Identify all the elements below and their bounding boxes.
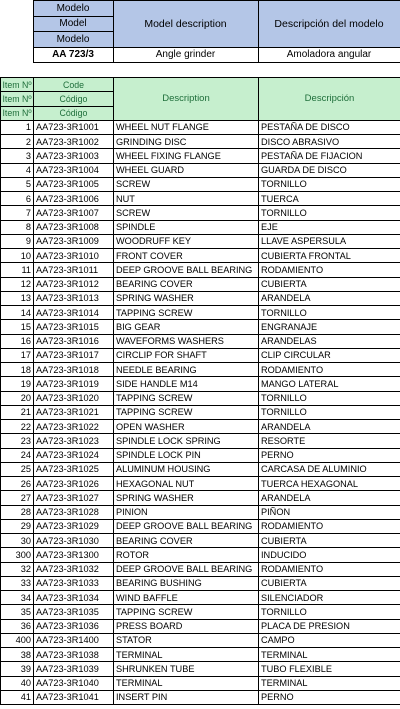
item-number-cell[interactable]: 7 [1, 206, 34, 220]
item-number-cell[interactable]: 26 [1, 477, 34, 491]
part-spanish-description-cell[interactable]: CLIP CIRCULAR [259, 348, 400, 362]
item-number-header[interactable]: Item Nº [1, 78, 34, 92]
part-spanish-description-cell[interactable]: TUERCA [259, 192, 400, 206]
part-spanish-description-cell[interactable]: RODAMIENTO [259, 263, 400, 277]
part-description-cell[interactable]: SIDE HANDLE M14 [114, 377, 259, 391]
part-description-cell[interactable]: SPINDLE LOCK SPRING [114, 434, 259, 448]
table-row [1, 149, 400, 163]
table-row [1, 206, 400, 220]
part-description-cell[interactable]: OPEN WASHER [114, 420, 259, 434]
table-row [1, 420, 400, 434]
part-description-cell[interactable]: BIG GEAR [114, 320, 259, 334]
part-description-cell[interactable]: TERMINAL [114, 648, 259, 662]
item-number-cell[interactable]: 29 [1, 519, 34, 533]
table-row [1, 619, 400, 633]
part-spanish-description-cell[interactable]: PERNO [259, 690, 400, 704]
part-spanish-description-cell[interactable]: ARANDELA [259, 291, 400, 305]
item-number-cell[interactable]: 27 [1, 491, 34, 505]
table-row [1, 363, 400, 377]
item-number-cell[interactable]: 10 [1, 249, 34, 263]
table-row [1, 648, 400, 662]
item-number-cell[interactable]: 20 [1, 391, 34, 405]
item-number-cell[interactable]: 40 [1, 676, 34, 690]
item-number-cell[interactable]: 34 [1, 591, 34, 605]
table-row [1, 662, 400, 676]
part-code-cell[interactable]: AA723-3R1400 [34, 633, 114, 647]
part-description-cell[interactable]: TERMINAL [114, 676, 259, 690]
part-description-cell[interactable]: INSERT PIN [114, 690, 259, 704]
part-code-cell[interactable]: AA723-3R1020 [34, 391, 114, 405]
table-row [1, 519, 400, 533]
part-code-cell[interactable]: AA723-3R1005 [34, 177, 114, 191]
part-description-cell[interactable]: ALUMINUM HOUSING [114, 462, 259, 476]
part-description-cell[interactable]: WHEEL NUT FLANGE [114, 120, 259, 134]
table-row [1, 177, 400, 191]
part-spanish-description-cell[interactable]: SILENCIADOR [259, 591, 400, 605]
item-number-cell[interactable]: 9 [1, 234, 34, 248]
table-row [1, 135, 400, 149]
part-spanish-description-cell[interactable]: PLACA DE PRESION [259, 619, 400, 633]
item-number-cell[interactable]: 5 [1, 177, 34, 191]
part-description-cell[interactable]: WHEEL GUARD [114, 163, 259, 177]
model-label-cell[interactable]: Modelo [33, 32, 113, 48]
table-row [1, 690, 400, 704]
part-spanish-description-cell[interactable]: ARANDELA [259, 491, 400, 505]
table-row [1, 534, 400, 548]
blank-cell [0, 16, 33, 32]
item-number-header[interactable]: Item Nº [1, 106, 34, 120]
item-number-cell[interactable]: 18 [1, 363, 34, 377]
part-spanish-description-cell[interactable]: PESTAÑA DE FIJACION [259, 149, 400, 163]
part-code-cell[interactable]: AA723-3R1035 [34, 605, 114, 619]
part-spanish-description-cell[interactable]: LLAVE ASPERSULA [259, 234, 400, 248]
part-code-cell[interactable]: AA723-3R1027 [34, 491, 114, 505]
part-description-cell[interactable]: SHRUNKEN TUBE [114, 662, 259, 676]
part-description-cell[interactable]: WAVEFORMS WASHERS [114, 334, 259, 348]
part-spanish-description-cell[interactable]: ENGRANAJE [259, 320, 400, 334]
part-spanish-description-cell[interactable]: TUBO FLEXIBLE [259, 662, 400, 676]
part-spanish-description-cell[interactable]: TERMINAL [259, 648, 400, 662]
item-number-cell[interactable]: 3 [1, 149, 34, 163]
part-code-cell[interactable]: AA723-3R1023 [34, 434, 114, 448]
item-number-cell[interactable]: 33 [1, 576, 34, 590]
part-spanish-description-cell[interactable]: CUBIERTA [259, 534, 400, 548]
table-row [1, 591, 400, 605]
part-description-cell[interactable]: WOODRUFF KEY [114, 234, 259, 248]
item-number-cell[interactable]: 32 [1, 562, 34, 576]
part-spanish-description-cell[interactable]: CUBIERTA [259, 576, 400, 590]
table-row [1, 405, 400, 419]
table-row [1, 306, 400, 320]
part-spanish-description-cell[interactable]: TERMINAL [259, 676, 400, 690]
part-code-cell[interactable]: AA723-3R1015 [34, 320, 114, 334]
part-description-cell[interactable]: WHEEL FIXING FLANGE [114, 149, 259, 163]
part-code-cell[interactable]: AA723-3R1002 [34, 135, 114, 149]
part-code-cell[interactable]: AA723-3R1018 [34, 363, 114, 377]
part-code-cell[interactable]: AA723-3R1017 [34, 348, 114, 362]
part-description-cell[interactable]: SPRING WASHER [114, 291, 259, 305]
part-code-cell[interactable]: AA723-3R1038 [34, 648, 114, 662]
part-spanish-description-cell[interactable]: PESTAÑA DE DISCO [259, 120, 400, 134]
part-code-cell[interactable]: AA723-3R1001 [34, 120, 114, 134]
model-info-table [0, 0, 400, 63]
table-row [1, 448, 400, 462]
part-description-cell[interactable]: DEEP GROOVE BALL BEARING [114, 562, 259, 576]
part-description-cell[interactable]: TAPPING SCREW [114, 405, 259, 419]
table-row [1, 120, 400, 134]
table-row [1, 505, 400, 519]
model-label-cell[interactable]: Modelo [33, 1, 113, 17]
part-spanish-description-cell[interactable]: TORNILLO [259, 391, 400, 405]
part-code-cell[interactable]: AA723-3R1006 [34, 192, 114, 206]
spanish-description-cell[interactable]: Amoladora angular [258, 47, 400, 63]
part-spanish-description-cell[interactable]: RODAMIENTO [259, 519, 400, 533]
table-row [1, 676, 400, 690]
item-number-cell[interactable]: 16 [1, 334, 34, 348]
item-number-cell[interactable]: 38 [1, 648, 34, 662]
part-description-cell[interactable]: TAPPING SCREW [114, 306, 259, 320]
part-description-cell[interactable]: STATOR [114, 633, 259, 647]
part-code-cell[interactable]: AA723-3R1012 [34, 277, 114, 291]
part-code-cell[interactable]: AA723-3R1030 [34, 534, 114, 548]
part-spanish-description-cell[interactable]: DISCO ABRASIVO [259, 135, 400, 149]
item-number-cell[interactable]: 13 [1, 291, 34, 305]
model-label-cell[interactable]: Model [33, 16, 113, 32]
part-spanish-description-cell[interactable]: ARANDELAS [259, 334, 400, 348]
item-number-cell[interactable]: 14 [1, 306, 34, 320]
part-description-cell[interactable]: BEARING BUSHING [114, 576, 259, 590]
item-number-cell[interactable]: 41 [1, 690, 34, 704]
part-code-cell[interactable]: AA723-3R1040 [34, 676, 114, 690]
part-code-cell[interactable]: AA723-3R1004 [34, 163, 114, 177]
part-code-cell[interactable]: AA723-3R1036 [34, 619, 114, 633]
part-code-cell[interactable]: AA723-3R1039 [34, 662, 114, 676]
part-code-cell[interactable]: AA723-3R1026 [34, 477, 114, 491]
table-row [1, 192, 400, 206]
table-row [1, 391, 400, 405]
item-number-cell[interactable]: 28 [1, 505, 34, 519]
part-description-cell[interactable]: SPINDLE [114, 220, 259, 234]
description-header[interactable]: Description [114, 78, 259, 121]
item-number-header[interactable]: Item Nº [1, 92, 34, 106]
part-description-cell[interactable]: NEEDLE BEARING [114, 363, 259, 377]
item-number-cell[interactable]: 19 [1, 377, 34, 391]
part-description-cell[interactable]: DEEP GROOVE BALL BEARING [114, 263, 259, 277]
table-row [1, 377, 400, 391]
part-spanish-description-cell[interactable]: PERNO [259, 448, 400, 462]
part-spanish-description-cell[interactable]: RODAMIENTO [259, 363, 400, 377]
blank-cell [0, 47, 33, 63]
part-description-cell[interactable]: FRONT COVER [114, 249, 259, 263]
part-code-cell[interactable]: AA723-3R1021 [34, 405, 114, 419]
item-number-cell[interactable]: 15 [1, 320, 34, 334]
part-description-cell[interactable]: SCREW [114, 206, 259, 220]
table-row [1, 576, 400, 590]
part-code-cell[interactable]: AA723-3R1029 [34, 519, 114, 533]
part-spanish-description-cell[interactable]: TUERCA HEXAGONAL [259, 477, 400, 491]
table-row [1, 605, 400, 619]
item-number-cell[interactable]: 39 [1, 662, 34, 676]
part-description-cell[interactable]: SPINDLE LOCK PIN [114, 448, 259, 462]
part-code-cell[interactable]: AA723-3R1025 [34, 462, 114, 476]
part-code-cell[interactable]: AA723-3R1003 [34, 149, 114, 163]
part-description-cell[interactable]: BEARING COVER [114, 534, 259, 548]
table-row [1, 291, 400, 305]
part-spanish-description-cell[interactable]: TORNILLO [259, 605, 400, 619]
part-spanish-description-cell[interactable]: RESORTE [259, 434, 400, 448]
model-description-header[interactable]: Model description [113, 1, 258, 48]
item-number-cell[interactable]: 8 [1, 220, 34, 234]
part-code-cell[interactable]: AA723-3R1014 [34, 306, 114, 320]
item-number-cell[interactable]: 22 [1, 420, 34, 434]
code-header[interactable]: Code [34, 78, 114, 92]
parts-table [0, 77, 400, 705]
item-number-cell[interactable]: 21 [1, 405, 34, 419]
part-description-cell[interactable]: SPRING WASHER [114, 491, 259, 505]
part-spanish-description-cell[interactable]: TORNILLO [259, 306, 400, 320]
table-row [1, 277, 400, 291]
item-number-cell[interactable]: 12 [1, 277, 34, 291]
part-code-cell[interactable]: AA723-3R1010 [34, 249, 114, 263]
table-row [1, 633, 400, 647]
code-header[interactable]: Código [34, 92, 114, 106]
table-row [1, 163, 400, 177]
part-code-cell[interactable]: AA723-3R1028 [34, 505, 114, 519]
item-number-cell[interactable]: 35 [1, 605, 34, 619]
part-code-cell[interactable]: AA723-3R1022 [34, 420, 114, 434]
part-description-cell[interactable]: GRINDING DISC [114, 135, 259, 149]
blank-cell [0, 32, 33, 48]
part-code-cell[interactable]: AA723-3R1032 [34, 562, 114, 576]
table-row [1, 562, 400, 576]
part-spanish-description-cell[interactable]: EJE [259, 220, 400, 234]
part-spanish-description-cell[interactable]: ARANDELA [259, 420, 400, 434]
parts-table-body [1, 120, 400, 704]
part-spanish-description-cell[interactable]: INDUCIDO [259, 548, 400, 562]
part-description-cell[interactable]: HEXAGONAL NUT [114, 477, 259, 491]
table-row [1, 434, 400, 448]
item-number-cell[interactable]: 11 [1, 263, 34, 277]
part-code-cell[interactable]: AA723-3R1034 [34, 591, 114, 605]
part-description-cell[interactable]: SCREW [114, 177, 259, 191]
part-code-cell[interactable]: AA723-3R1013 [34, 291, 114, 305]
blank-cell [0, 1, 33, 17]
part-spanish-description-cell[interactable]: CAMPO [259, 633, 400, 647]
part-spanish-description-cell[interactable]: TORNILLO [259, 177, 400, 191]
part-code-cell[interactable]: AA723-3R1024 [34, 448, 114, 462]
table-row [1, 320, 400, 334]
item-number-cell[interactable]: 25 [1, 462, 34, 476]
part-spanish-description-cell[interactable]: TORNILLO [259, 405, 400, 419]
part-spanish-description-cell[interactable]: MANGO LATERAL [259, 377, 400, 391]
part-description-cell[interactable]: TAPPING SCREW [114, 605, 259, 619]
part-spanish-description-cell[interactable]: TORNILLO [259, 206, 400, 220]
part-description-cell[interactable]: NUT [114, 192, 259, 206]
part-description-cell[interactable]: BEARING COVER [114, 277, 259, 291]
table-row [1, 348, 400, 362]
item-number-cell[interactable]: 6 [1, 192, 34, 206]
item-number-cell[interactable]: 300 [1, 548, 34, 562]
part-spanish-description-cell[interactable]: CUBIERTA [259, 277, 400, 291]
item-number-cell[interactable]: 30 [1, 534, 34, 548]
part-code-cell[interactable]: AA723-3R1033 [34, 576, 114, 590]
spanish-description-header[interactable]: Descripción [259, 78, 400, 121]
code-header[interactable]: Código [34, 106, 114, 120]
part-spanish-description-cell[interactable]: PIÑON [259, 505, 400, 519]
table-row [1, 548, 400, 562]
part-code-cell[interactable]: AA723-3R1009 [34, 234, 114, 248]
part-code-cell[interactable]: AA723-3R1016 [34, 334, 114, 348]
item-number-cell[interactable]: 400 [1, 633, 34, 647]
table-row [1, 462, 400, 476]
part-description-cell[interactable]: DEEP GROOVE BALL BEARING [114, 519, 259, 533]
item-number-cell[interactable]: 24 [1, 448, 34, 462]
part-code-cell[interactable]: AA723-3R1041 [34, 690, 114, 704]
part-description-cell[interactable]: TAPPING SCREW [114, 391, 259, 405]
table-row [1, 263, 400, 277]
part-code-cell[interactable]: AA723-3R1019 [34, 377, 114, 391]
part-spanish-description-cell[interactable]: CUBIERTA FRONTAL [259, 249, 400, 263]
table-row [1, 249, 400, 263]
item-number-cell[interactable]: 2 [1, 135, 34, 149]
item-number-cell[interactable]: 23 [1, 434, 34, 448]
part-spanish-description-cell[interactable]: CARCASA DE ALUMINIO [259, 462, 400, 476]
model-description-cell[interactable]: Angle grinder [113, 47, 258, 63]
part-description-cell[interactable]: CIRCLIP FOR SHAFT [114, 348, 259, 362]
table-row [1, 220, 400, 234]
part-description-cell[interactable]: WIND BAFFLE [114, 591, 259, 605]
part-code-cell[interactable]: AA723-3R1300 [34, 548, 114, 562]
part-description-cell[interactable]: ROTOR [114, 548, 259, 562]
table-row [1, 334, 400, 348]
part-code-cell[interactable]: AA723-3R1011 [34, 263, 114, 277]
item-number-cell[interactable]: 4 [1, 163, 34, 177]
part-spanish-description-cell[interactable]: GUARDA DE DISCO [259, 163, 400, 177]
item-number-cell[interactable]: 36 [1, 619, 34, 633]
part-description-cell[interactable]: PRESS BOARD [114, 619, 259, 633]
spanish-description-header[interactable]: Descripción del modelo [258, 1, 400, 48]
item-number-cell[interactable]: 1 [1, 120, 34, 134]
model-value-cell[interactable]: AA 723/3 [33, 47, 113, 63]
table-row [1, 491, 400, 505]
part-spanish-description-cell[interactable]: RODAMIENTO [259, 562, 400, 576]
part-code-cell[interactable]: AA723-3R1008 [34, 220, 114, 234]
table-row [1, 477, 400, 491]
item-number-cell[interactable]: 17 [1, 348, 34, 362]
part-description-cell[interactable]: PINION [114, 505, 259, 519]
part-code-cell[interactable]: AA723-3R1007 [34, 206, 114, 220]
table-row [1, 234, 400, 248]
